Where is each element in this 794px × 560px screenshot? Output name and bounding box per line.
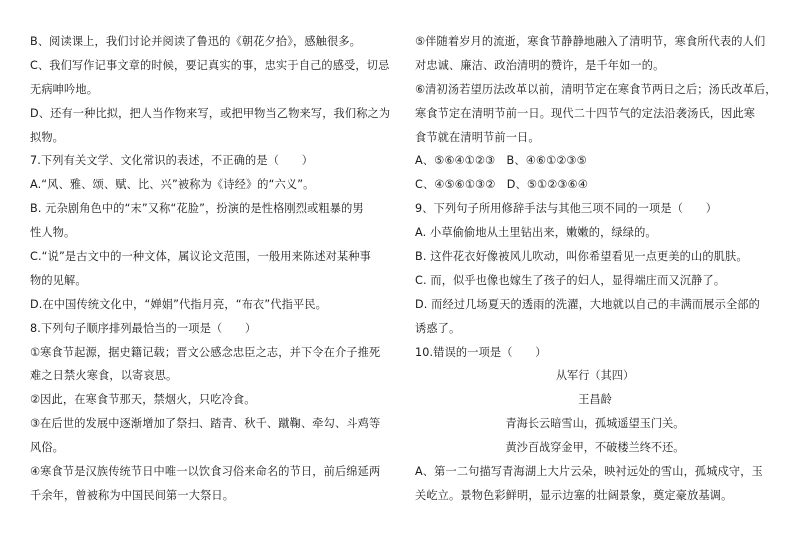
text-line: C、④⑤⑥①③② D、⑤①②③⑥④ bbox=[415, 178, 588, 192]
text-line: 性人物。 bbox=[30, 226, 76, 240]
text-line: 7.下列有关文学、文化常识的表述，不正确的是（ ） bbox=[30, 154, 314, 168]
text-line: 食节就在清明节前一日。 bbox=[415, 130, 540, 144]
text-line: B、阅读课上，我们讨论并阅读了鲁迅的《朝花夕拾》，感触很多。 bbox=[30, 35, 362, 48]
text-line: 诱惑了。 bbox=[415, 321, 461, 335]
poem-verse: 黄沙百战穿金甲，不破楼兰终不还。 bbox=[505, 441, 685, 455]
text-line: 10.错误的一项是（ ） bbox=[415, 345, 547, 359]
text-line: C、我们写作记事文章的时候，要记真实的事，忠实于自己的感受，切忌 bbox=[30, 58, 390, 72]
text-line: C. 而，似乎也像也嫁生了孩子的妇人，显得端庄而又沉静了。 bbox=[415, 273, 726, 287]
text-line: 寒食节定在清明节前一日。现代二十四节气的定法沿袭汤氏，因此寒 bbox=[415, 106, 756, 120]
poem-verse: 青海长云暗雪山，孤城遥望玉门关。 bbox=[505, 417, 685, 431]
text-line: B. 元杂剧角色中的“末”又称“花脸”，扮演的是性格刚烈或粗暴的男 bbox=[30, 202, 364, 216]
text-line: 物的见解。 bbox=[30, 273, 87, 287]
text-line: A、第一二句描写青海湖上大片云朵，映衬远处的雪山，孤城戍守，玉 bbox=[415, 465, 763, 479]
text-line: ⑥清初汤若望历法改革以前，清明节定在寒食节两日之后；汤氏改革后， bbox=[415, 82, 777, 96]
text-line: 千余年，曾被称为中国民间第一大祭日。 bbox=[30, 488, 235, 502]
text-line: 8.下列句子顺序排列最恰当的一项是（ ） bbox=[30, 321, 257, 335]
text-line: 9、下列句子所用修辞手法与其他三项不同的一项是（ ） bbox=[415, 202, 718, 216]
text-line: D. 而经过几场夏天的透雨的洗濯，大地就以自己的丰满而展示全部的 bbox=[415, 297, 760, 311]
text-line: C.“说”是古文中的一种文体，属议论文范围，一般用来陈述对某种事 bbox=[30, 250, 372, 264]
poem-title: 从军行（其四） bbox=[555, 369, 635, 383]
text-line: D、还有一种比拟，把人当作物来写，或把甲物当乙物来写，我们称之为 bbox=[30, 106, 391, 120]
text-line: A.“风、雅、颂、赋、比、兴”被称为《诗经》的“六义”。 bbox=[30, 178, 315, 192]
right-column bbox=[415, 30, 775, 508]
text-line: ①寒食节起源，据史籍记载；晋文公感念忠臣之志，并下令在介子推死 bbox=[30, 345, 381, 359]
text-line: ②因此，在寒食节那天，禁烟火，只吃冷食。 bbox=[30, 393, 256, 407]
text-line: 对忠诚、廉洁、政治清明的赞许，是千年如一的。 bbox=[415, 58, 665, 72]
text-line: 拟物。 bbox=[30, 130, 65, 144]
text-line: D.在中国传统文化中，“婵娟”代指月亮，“布衣”代指平民。 bbox=[30, 297, 328, 311]
text-line: 无病呻吟地。 bbox=[30, 82, 99, 96]
text-line: B. 这件花衣好像被风儿吹动，叫你希望看见一点更美的山的肌肤。 bbox=[415, 250, 748, 264]
text-line: ③在后世的发展中逐渐增加了祭扫、踏青、秋千、蹴鞠、牵勾、斗鸡等 bbox=[30, 417, 381, 431]
text-line: A、⑤⑥④①②③ B、④⑥①②③⑤ bbox=[415, 154, 587, 168]
text-line: 难之日禁火寒食，以寄哀思。 bbox=[30, 369, 178, 383]
left-column bbox=[30, 30, 390, 508]
text-line: ④寒食节是汉族传统节日中唯一以饮食习俗来命名的节日，前后绵延两 bbox=[30, 465, 381, 479]
text-line: 风俗。 bbox=[30, 441, 65, 455]
poem-author: 王昌龄 bbox=[578, 393, 612, 407]
text-line: 关屹立。景物色彩鲜明，显示边塞的壮阔景象，奠定豪放基调。 bbox=[415, 488, 733, 502]
text-line: A. 小草偷偷地从土里钻出来，嫩嫩的，绿绿的。 bbox=[415, 226, 657, 240]
text-line: ⑤伴随着岁月的流逝，寒食节静静地融入了清明节，寒食所代表的人们 bbox=[415, 35, 766, 48]
